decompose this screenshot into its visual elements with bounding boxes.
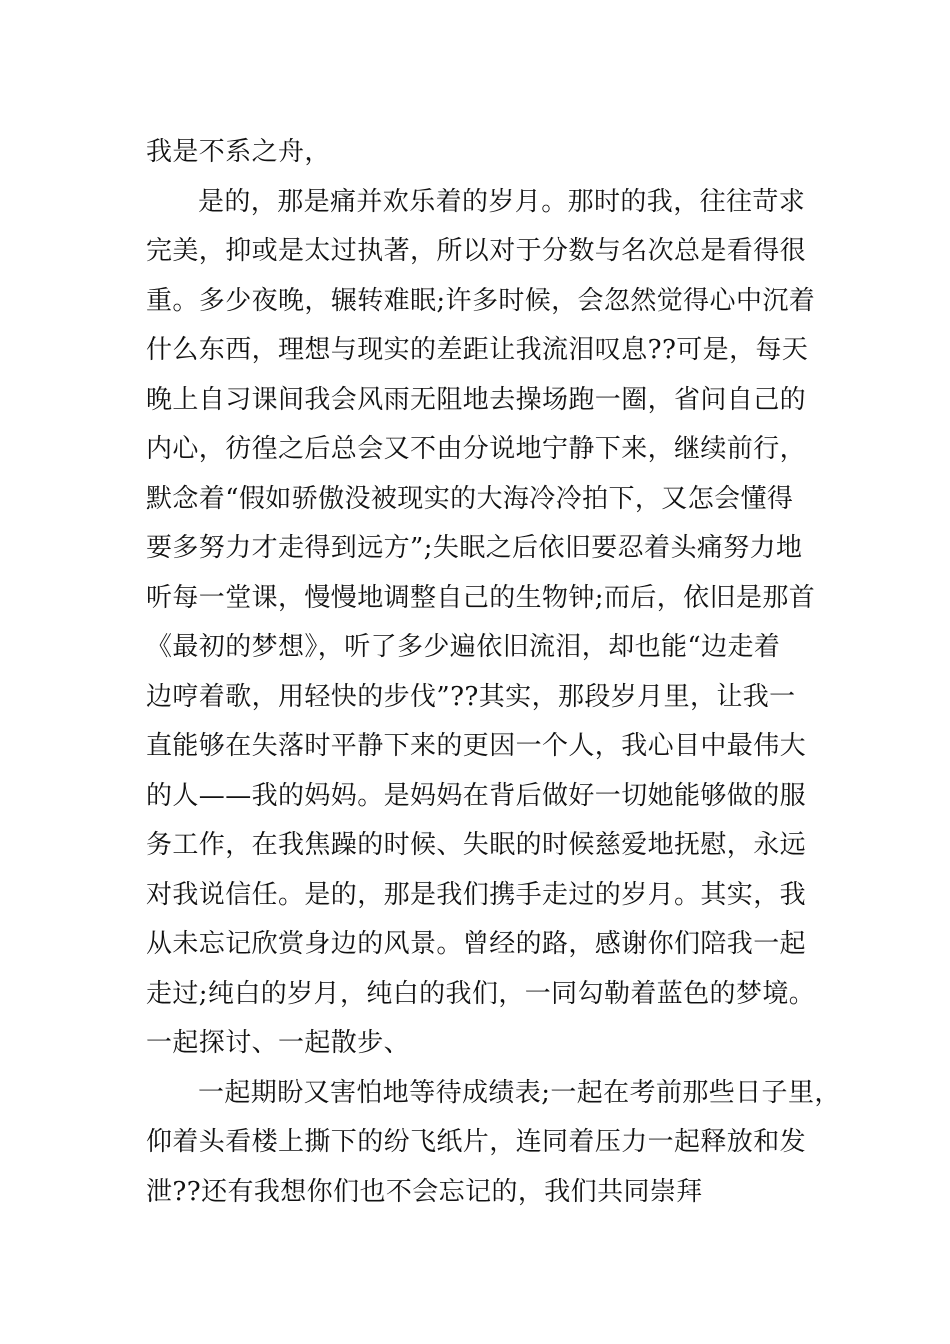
text-line: 对我说信任。是的，那是我们携手走过的岁月。其实，我 — [146, 879, 807, 910]
text-line: 从未忘记欣赏身边的风景。曾经的路，感谢你们陪我一起 — [146, 929, 807, 959]
text-line: 边哼着歌，用轻快的步伐”??其实，那段岁月里，让我一 — [146, 681, 796, 712]
text-line: 晚上自习课间我会风雨无阻地去操场跑一圈，省问自己的 — [146, 384, 807, 415]
text-line: 的人——我的妈妈。是妈妈在背后做好一切她能够做的服 — [146, 780, 807, 811]
text-line: 听每一堂课，慢慢地调整自己的生物钟;而后，依旧是那首 — [146, 582, 816, 613]
text-line: 内心，彷徨之后总会又不由分说地宁静下来，继续前行， — [146, 434, 807, 464]
text-line: 我是不系之舟， — [146, 137, 331, 167]
body-text — [146, 128, 841, 1217]
text-line: 泄??还有我想你们也不会忘记的，我们共同崇拜 — [146, 1176, 703, 1207]
text-line: 《最初的梦想》，听了多少遍依旧流泪，却也能“边走着 — [146, 632, 781, 662]
text-line: 重。多少夜晚，辗转难眠;许多时候，会忽然觉得心中沉着 — [146, 285, 816, 316]
text-line: 默念着“假如骄傲没被现实的大海冷冷拍下，又怎会懂得 — [146, 483, 794, 514]
text-line: 是的，那是痛并欢乐着的岁月。那时的我，往往苛求 — [198, 186, 806, 217]
text-line: 务工作，在我焦躁的时候、失眠的时候慈爱地抚慰，永远 — [146, 830, 807, 860]
text-line: 走过;纯白的岁月，纯白的我们，一同勾勒着蓝色的梦境。 — [146, 978, 816, 1009]
text-line: 什么东西，理想与现实的差距让我流泪叹息??可是，每天 — [146, 335, 809, 365]
text-line: 一起探讨、一起散步、 — [146, 1028, 411, 1058]
text-line: 仰着头看楼上撕下的纷飞纸片，连同着压力一起释放和发 — [146, 1127, 807, 1157]
text-line: 直能够在失落时平静下来的更因一个人，我心目中最伟大 — [146, 731, 807, 761]
text-line: 完美，抑或是太过执著，所以对于分数与名次总是看得很 — [146, 236, 807, 266]
text-line: 一起期盼又害怕地等待成绩表;一起在考前那些日子里， — [198, 1077, 841, 1108]
text-line: 要多努力才走得到远方”;失眠之后依旧要忍着头痛努力地 — [146, 533, 803, 563]
